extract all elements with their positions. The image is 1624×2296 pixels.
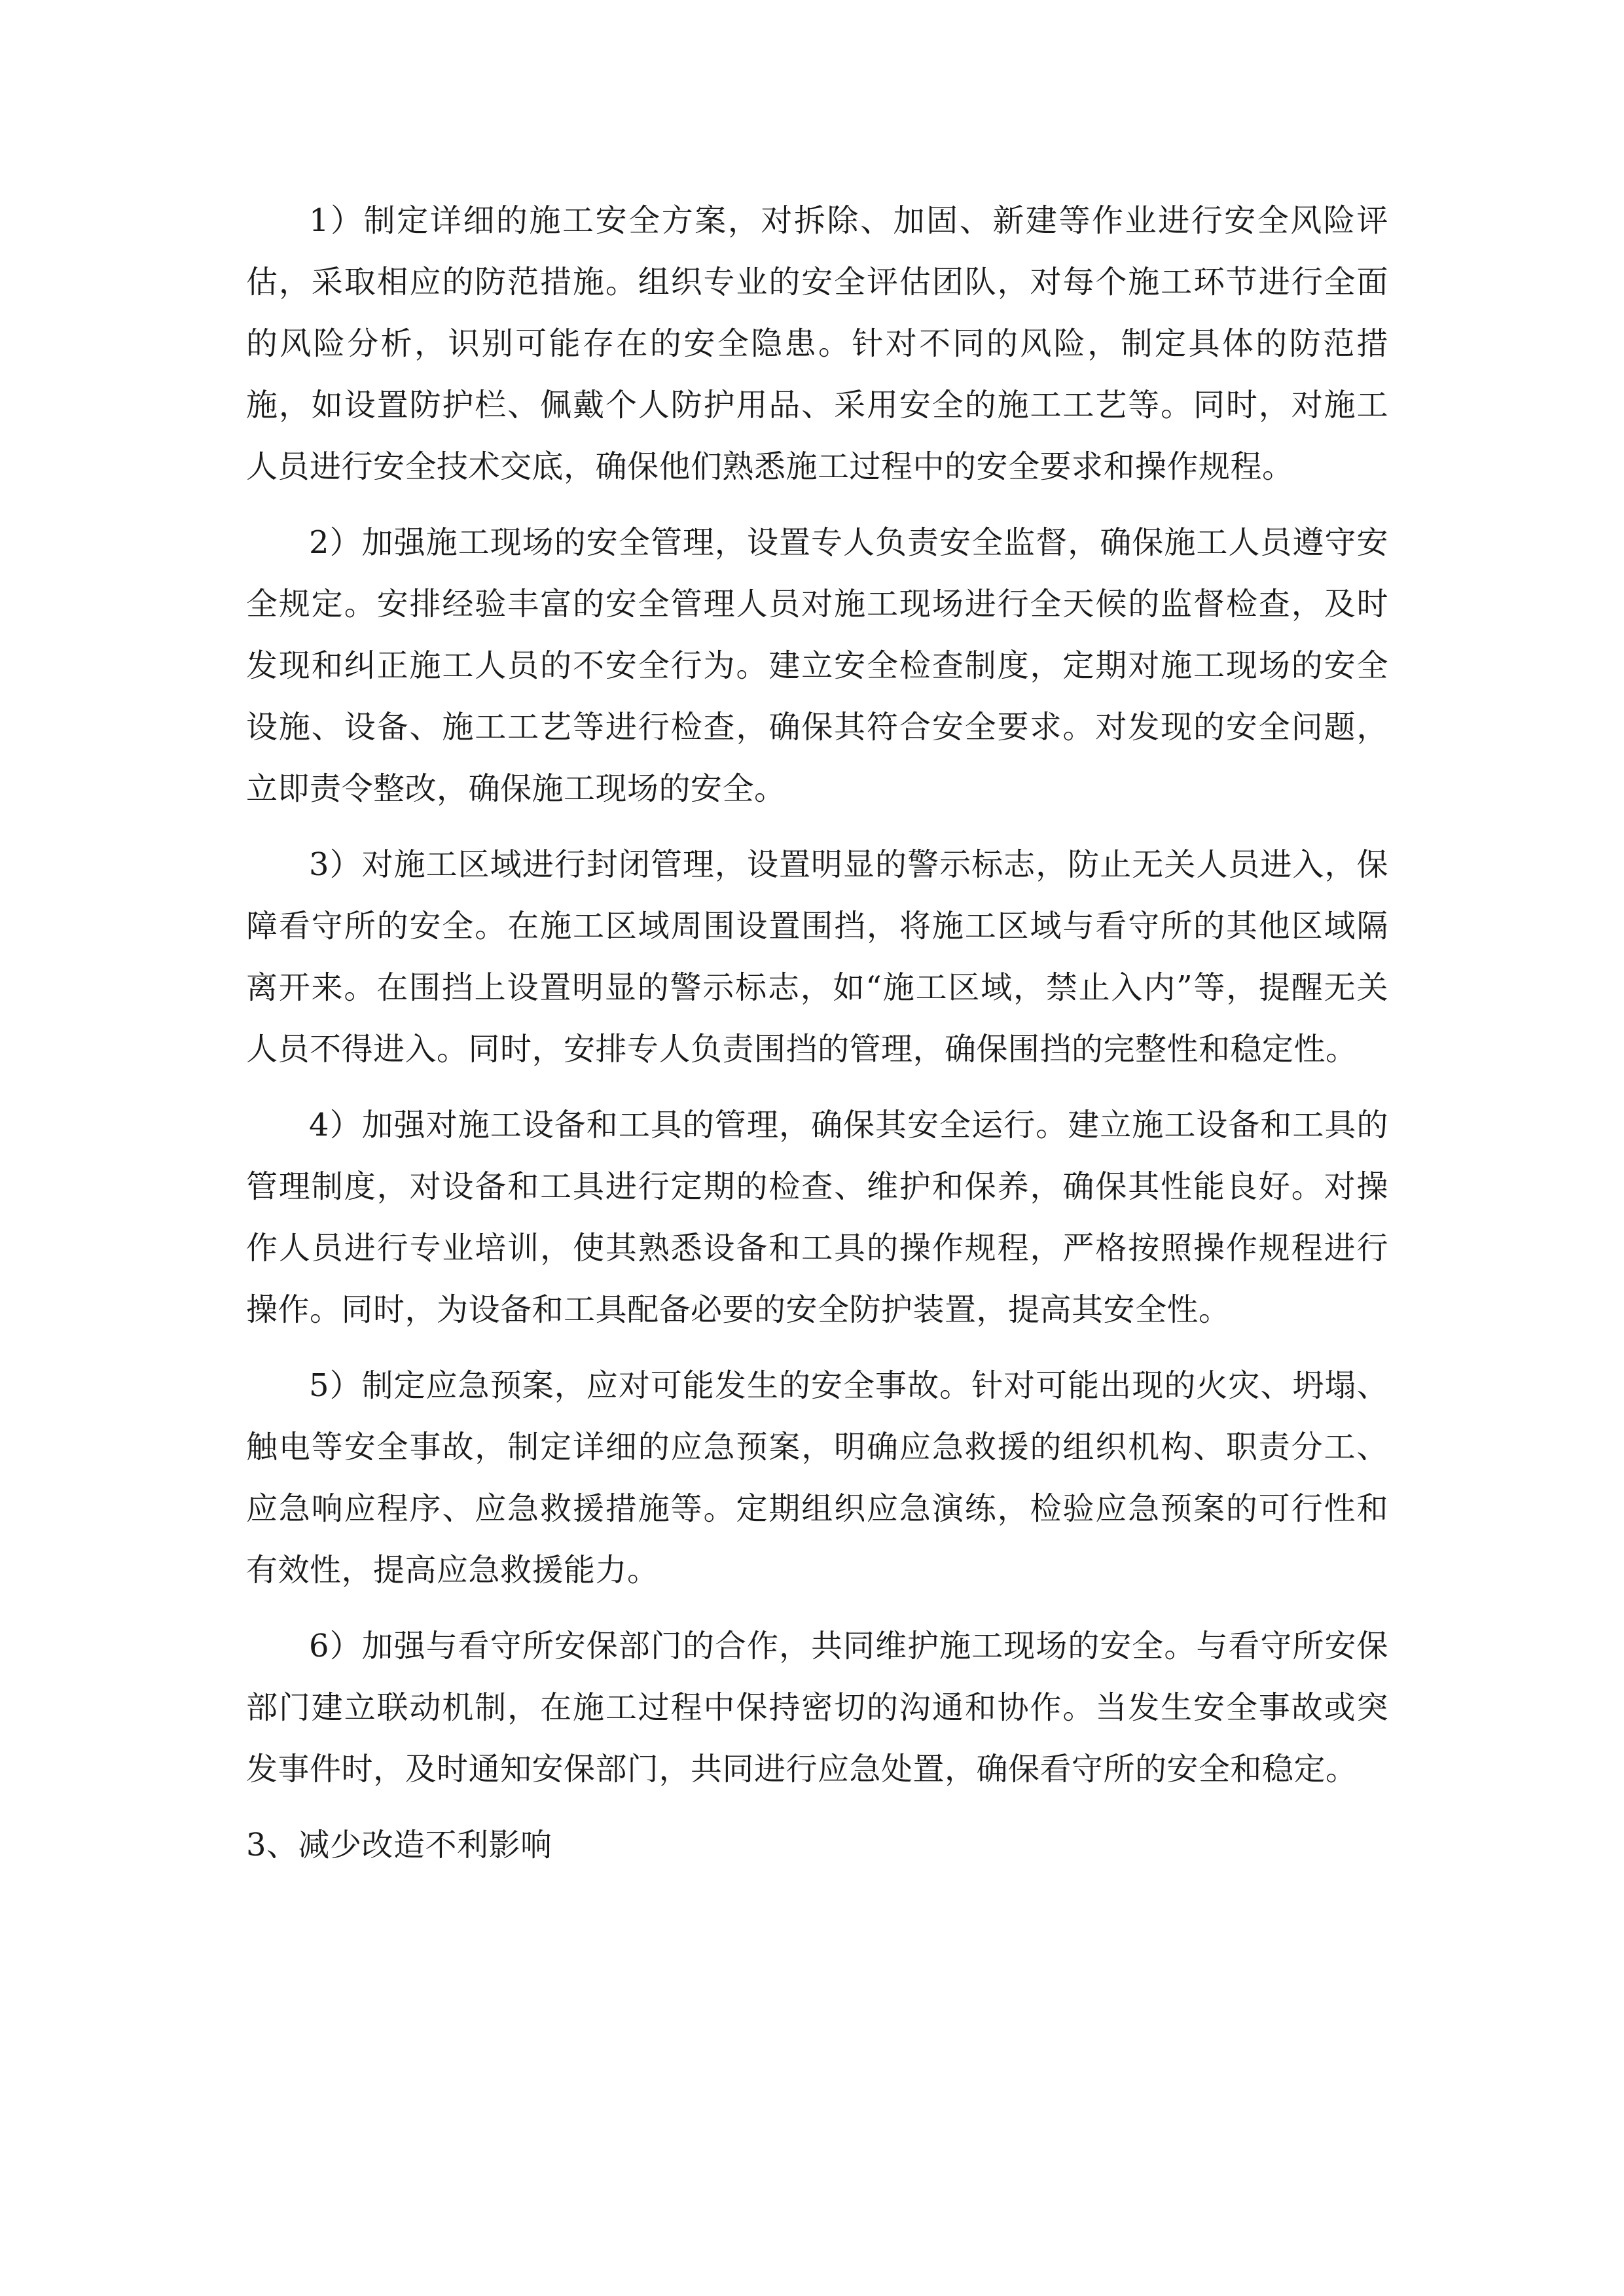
document-body	[246, 190, 1388, 1876]
section-heading: 3、减少改造不利影响	[246, 1827, 552, 1863]
paragraph-4: 4）加强对施工设备和工具的管理，确保其安全运行。建立施工设备和工具的管理制度，对设备和工具进行定期的检查、维护和保养，确保其性能良好。对操作人员进行专业培训，使其熟悉设备和工具的操作规程，严格按照操作规程进行操作。同时，为设备和工具配备必要的安全防护装置，提高其安全性。	[246, 1107, 1388, 1328]
paragraph-5: 5）制定应急预案，应对可能发生的安全事故。针对可能出现的火灾、坍塌、触电等安全事故，制定详细的应急预案，明确应急救援的组织机构、职责分工、应急响应程序、应急救援措施等。定期组织应急演练，检验应急预案的可行性和有效性，提高应急救援能力。	[246, 1367, 1388, 1588]
paragraph-6: 6）加强与看守所安保部门的合作，共同维护施工现场的安全。与看守所安保部门建立联动机制，在施工过程中保持密切的沟通和协作。当发生安全事故或突发事件时，及时通知安保部门，共同进行应急处置，确保看守所的安全和稳定。	[246, 1628, 1388, 1787]
paragraph-3: 3）对施工区域进行封闭管理，设置明显的警示标志，防止无关人员进入，保障看守所的安全。在施工区域周围设置围挡，将施工区域与看守所的其他区域隔离开来。在围挡上设置明显的警示标志，如“施工区域，禁止入内”等，提醒无关人员不得进入。同时，安排专人负责围挡的管理，确保围挡的完整性和稳定性。	[246, 846, 1388, 1067]
paragraph-1: 1）制定详细的施工安全方案，对拆除、加固、新建等作业进行安全风险评估，采取相应的防范措施。组织专业的安全评估团队，对每个施工环节进行全面的风险分析，识别可能存在的安全隐患。针对不同的风险，制定具体的防范措施，如设置防护栏、佩戴个人防护用品、采用安全的施工工艺等。同时，对施工人员进行安全技术交底，确保他们熟悉施工过程中的安全要求和操作规程。	[246, 202, 1388, 485]
paragraph-2: 2）加强施工现场的安全管理，设置专人负责安全监督，确保施工人员遵守安全规定。安排经验丰富的安全管理人员对施工现场进行全天候的监督检查，及时发现和纠正施工人员的不安全行为。建立安全检查制度，定期对施工现场的安全设施、设备、施工工艺等进行检查，确保其符合安全要求。对发现的安全问题，立即责令整改，确保施工现场的安全。	[246, 524, 1388, 807]
